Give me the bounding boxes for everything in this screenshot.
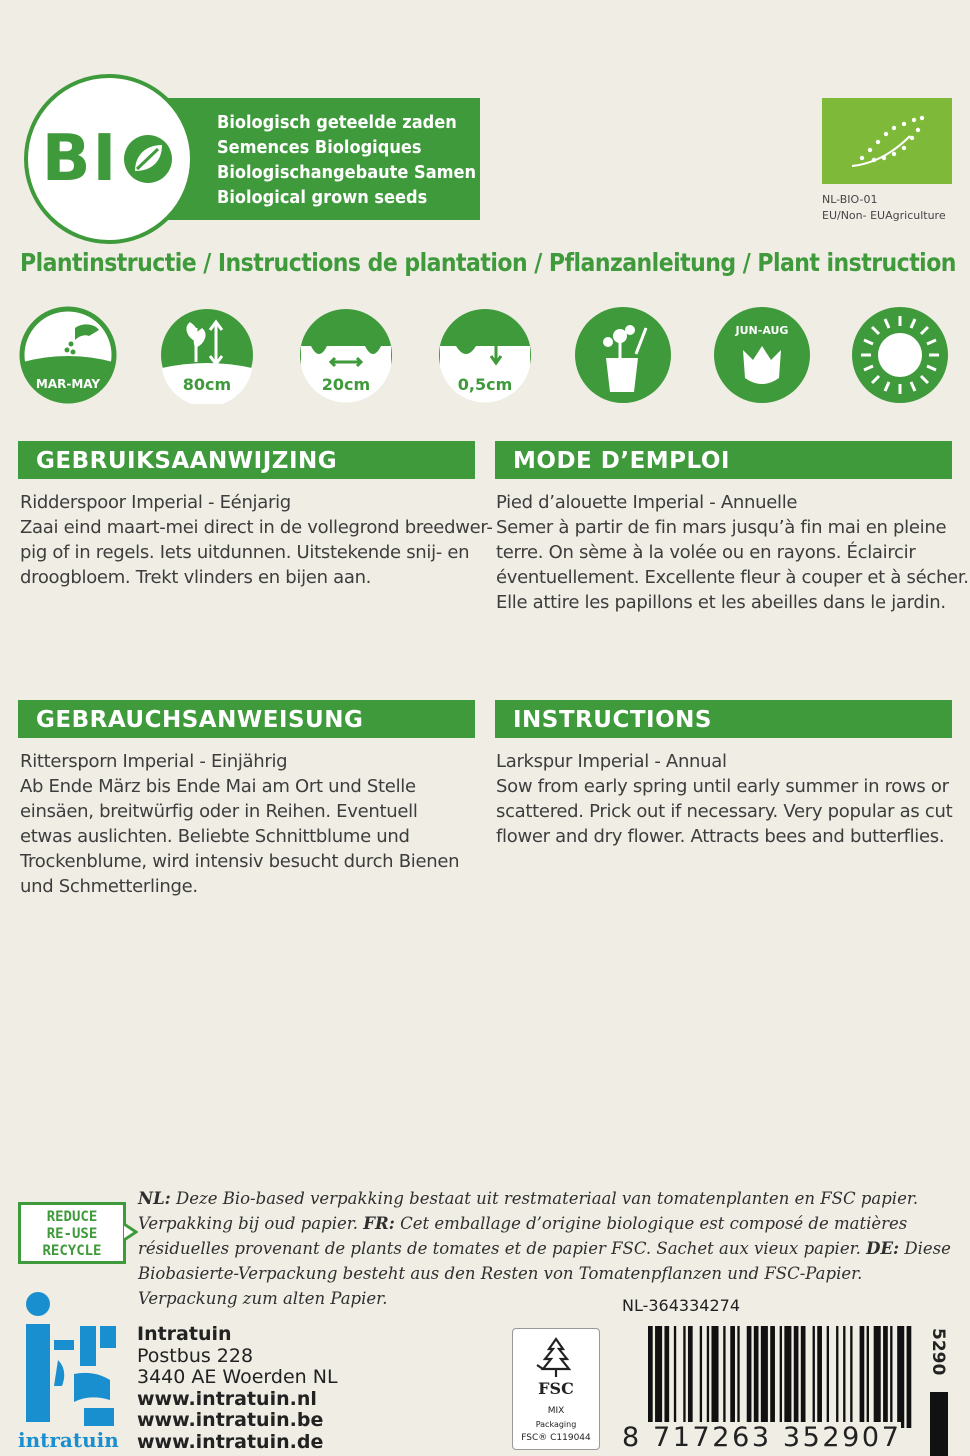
bio-leaf-icon — [120, 131, 176, 187]
section-title-nl: GEBRUIKSAANWIJZING — [18, 441, 475, 479]
side-bar — [930, 1392, 948, 1456]
fsc-packaging: Packaging — [535, 1420, 577, 1429]
section-title-de: GEBRAUCHSANWEISUNG — [18, 700, 475, 738]
fsc-mix: MIX — [547, 1406, 565, 1416]
text-line: flower and dry flower. Attracts bees and butterflies. — [496, 826, 945, 847]
text-line: Zaai eind maart-mei direct in de vollegrond breedwer- — [20, 517, 493, 538]
fsc-code: FSC® C119044 — [521, 1433, 591, 1443]
recycle-badge — [18, 1202, 126, 1264]
lang-tag-nl: NL: — [138, 1189, 171, 1208]
text-line: Ab Ende März bis Ende Mai am Ort und Stelle — [20, 776, 416, 797]
section-body-fr — [496, 490, 969, 615]
text-line: terre. On sème à la volée ou en rayons. Éclaircir — [496, 542, 916, 563]
text-line: Pied d’alouette Imperial - Annuelle — [496, 492, 798, 513]
height-icon — [158, 306, 256, 404]
website-link[interactable]: www.intratuin.nl — [137, 1387, 317, 1410]
address-line: 3440 AE Woerden NL — [137, 1366, 338, 1388]
bio-word: BI — [41, 122, 119, 196]
text-line: einsäen, breitwürfig oder in Reihen. Eventuell — [20, 801, 418, 822]
text-line: Rittersporn Imperial - Einjährig — [20, 751, 288, 772]
barcode-icon — [648, 1326, 916, 1428]
bio-line-nl: Biologisch geteelde zaden — [217, 112, 457, 133]
text-line: Ridderspoor Imperial - Eénjarig — [20, 492, 291, 513]
packaging-note-de: Diese Biobasierte-Verpackung besteht aus den Resten von Tomatenpflanzen und FSC-Papier. Verpackung zum alten Papier. — [138, 1239, 951, 1308]
website-link[interactable]: www.intratuin.de — [137, 1430, 324, 1453]
company-address — [137, 1324, 338, 1453]
spacing-icon — [297, 306, 395, 404]
intratuin-wordmark: intratuin — [18, 1428, 119, 1452]
product-code: NL-364334274 — [622, 1296, 740, 1315]
potted-flower-icon — [574, 306, 672, 404]
text-line: Sow from early spring until early summer in rows or — [496, 776, 949, 797]
text-line: Elle attire les papillons et les abeilles dans le jardin. — [496, 592, 946, 613]
depth-label: 0,5cm — [457, 375, 513, 394]
packaging-note-fr: Cet emballage d’origine biologique est composé de matières résiduelles provenant de plants de tomates et de papier FSC. Sachet aux vieux papier. — [138, 1214, 908, 1258]
section-body-en — [496, 749, 952, 849]
packaging-note — [138, 1186, 953, 1311]
section-title-fr: MODE D’EMPLOI — [495, 441, 952, 479]
text-line: etwas auslichten. Beliebte Schnittblume und — [20, 826, 410, 847]
website-link[interactable]: www.intratuin.be — [137, 1409, 324, 1431]
eu-certification — [822, 192, 946, 224]
bio-banner — [150, 98, 480, 220]
depth-icon — [436, 306, 534, 404]
side-code: 5290 — [928, 1328, 948, 1376]
company-name: Intratuin — [137, 1323, 232, 1345]
height-label: 80cm — [182, 375, 232, 394]
bio-line-fr: Semences Biologiques — [217, 137, 422, 158]
text-line: Trockenblume, wird intensiv besucht durch Bienen — [20, 851, 460, 872]
bio-badge — [24, 74, 194, 244]
text-line: scattered. Prick out if necessary. Very popular as cut — [496, 801, 953, 822]
sowing-label: MAR-MAY — [35, 377, 101, 391]
flowering-icon — [713, 306, 811, 404]
packaging-note-nl: Deze Bio-based verpakking bestaat uit restmateriaal van tomatenplanten en FSC papier. Verpakking bij oud papier. — [138, 1189, 919, 1233]
section-title-en: INSTRUCTIONS — [495, 700, 952, 738]
plant-instruction-title: Plantinstructie / Instructions de plantation / Pflanzanleitung / Plant instruction — [20, 248, 956, 277]
fsc-tree-icon — [531, 1335, 581, 1379]
section-body-nl — [20, 490, 493, 590]
text-line: Larkspur Imperial - Annual — [496, 751, 727, 772]
spacing-label: 20cm — [321, 375, 371, 394]
lang-tag-fr: FR: — [363, 1214, 395, 1233]
intratuin-logo-icon — [14, 1290, 122, 1450]
bio-line-de: Biologischangebaute Samen — [217, 162, 477, 183]
recycle-line: RE-USE — [46, 1226, 98, 1242]
lang-tag-de: DE: — [866, 1239, 900, 1258]
sowing-icon — [19, 306, 117, 404]
fsc-label — [512, 1328, 600, 1450]
eu-origin: EU/Non- EUAgriculture — [822, 209, 946, 222]
text-line: und Schmetterlinge. — [20, 876, 198, 897]
bio-line-en: Biological grown seeds — [217, 187, 428, 208]
text-line: pig of in regels. Iets uitdunnen. Uitstekende snij- en — [20, 542, 470, 563]
barcode-number: 8 717263 352907 — [622, 1422, 902, 1453]
flowering-label: JUN-AUG — [735, 324, 789, 337]
recycle-line: RECYCLE — [42, 1243, 102, 1259]
recycle-line: REDUCE — [46, 1209, 98, 1225]
text-line: droogbloem. Trekt vlinders en bijen aan. — [20, 567, 372, 588]
eu-organic-logo-icon — [822, 98, 952, 184]
section-body-de — [20, 749, 459, 899]
sun-icon — [851, 306, 949, 404]
text-line: éventuellement. Excellente fleur à couper et à sécher. — [496, 567, 969, 588]
speech-pointer-icon — [124, 1220, 138, 1244]
eu-code: NL-BIO-01 — [822, 193, 878, 206]
fsc-logo-text: FSC — [538, 1379, 574, 1398]
text-line: Semer à partir de fin mars jusqu’à fin mai en pleine — [496, 517, 947, 538]
address-line: Postbus 228 — [137, 1344, 254, 1367]
